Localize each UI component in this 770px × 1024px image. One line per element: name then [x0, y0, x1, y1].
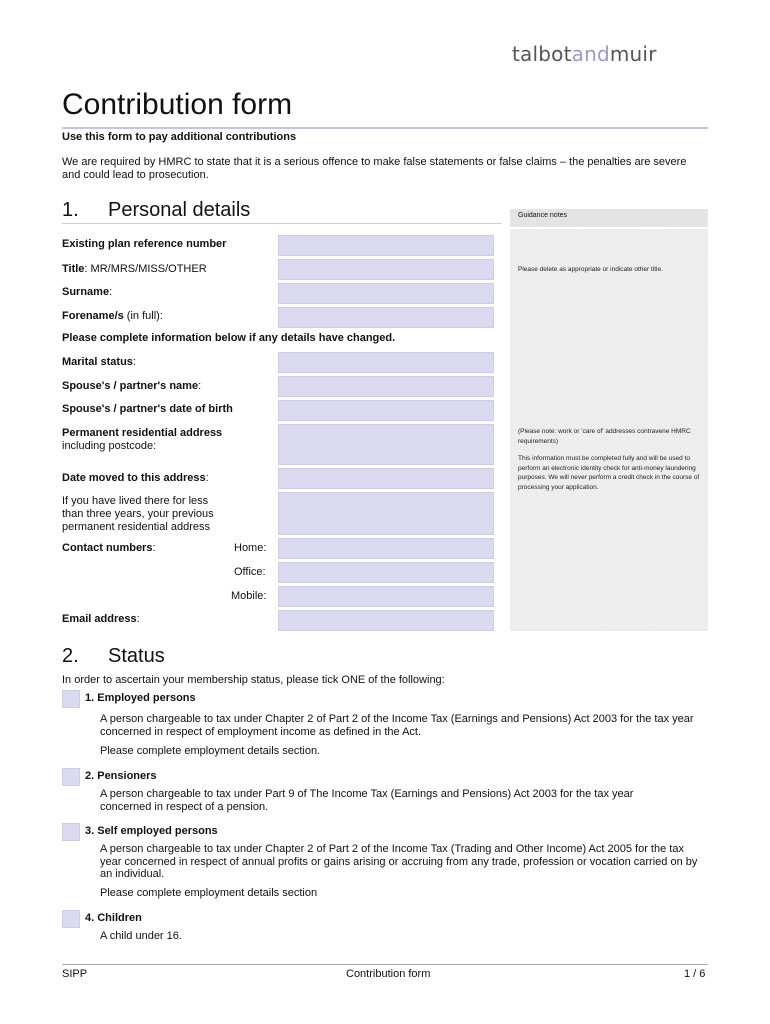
- title-label: Title: MR/MRS/MISS/OTHER: [62, 263, 207, 275]
- email-label: Email address:: [62, 613, 140, 625]
- title-divider: [62, 127, 708, 129]
- guidance-address-note: (Please note: work or 'care of' addresses contravene HMRC requirements): [518, 428, 691, 445]
- date-moved-input[interactable]: [278, 468, 494, 489]
- date-moved-label: Date moved to this address:: [62, 472, 209, 484]
- status-option-note: Please complete employment details section: [100, 887, 318, 899]
- status-option-text: A child under 16.: [100, 930, 182, 942]
- status-checkbox-children[interactable]: [62, 910, 80, 928]
- page-number: 1 / 6: [684, 968, 706, 980]
- footer-center: Contribution form: [346, 968, 431, 980]
- status-option-label: 1. Employed persons: [85, 692, 196, 704]
- status-option-text: A person chargeable to tax under Part 9 of The Income Tax (Earnings and Pensions) Act 2003 for the tax year concerned in respect of a pension.: [100, 788, 634, 813]
- previous-address-input[interactable]: [278, 492, 494, 535]
- section2-heading: [62, 645, 165, 668]
- section1-heading: [62, 199, 250, 222]
- intro-text: We are required by HMRC to state that it is a serious offence to make false statements or false claims – the penalties are severe and could lead to prosecution.: [62, 156, 687, 181]
- plan-reference-input[interactable]: [278, 235, 494, 256]
- status-option-label: 4. Children: [85, 912, 142, 924]
- company-logo: talbotandmuir: [512, 42, 657, 66]
- section2-title: Status: [108, 645, 165, 667]
- status-checkbox-employed[interactable]: [62, 690, 80, 708]
- forenames-input[interactable]: [278, 307, 494, 328]
- mobile-phone-label: Mobile:: [231, 590, 267, 602]
- status-intro: In order to ascertain your membership status, please tick ONE of the following:: [62, 674, 445, 686]
- status-checkbox-self-employed[interactable]: [62, 823, 80, 841]
- title-input[interactable]: [278, 259, 494, 280]
- contact-numbers-label: Contact numbers:: [62, 542, 156, 554]
- partner-dob-label: Spouse's / partner's date of birth: [62, 403, 233, 415]
- office-phone-label: Office:: [234, 566, 266, 578]
- status-option-label: 3. Self employed persons: [85, 825, 218, 837]
- section1-number: 1.: [62, 199, 79, 221]
- section1-divider: [62, 223, 502, 224]
- page-title: Contribution form: [62, 88, 293, 121]
- partner-name-label: Spouse's / partner's name:: [62, 380, 202, 392]
- guidance-title-note: Please delete as appropriate or indicate other title.: [518, 266, 663, 273]
- status-option-label: 2. Pensioners: [85, 770, 157, 782]
- partner-dob-input[interactable]: [278, 400, 494, 421]
- footer-divider: [62, 964, 708, 965]
- home-phone-label: Home:: [234, 542, 267, 554]
- footer-left: SIPP: [62, 968, 88, 980]
- guidance-aml-note: This information must be completed fully and will be used to perform an electronic identity check for anti-money laundering purposes. We will never perform a credit check in the course of processing your application.: [518, 455, 700, 491]
- guidance-notes-header: Guidance notes: [510, 209, 708, 227]
- address-label: Permanent residential address including postcode:: [62, 427, 223, 452]
- marital-status-input[interactable]: [278, 352, 494, 373]
- status-option-note: Please complete employment details section.: [100, 745, 321, 757]
- marital-status-label: Marital status:: [62, 356, 136, 368]
- email-input[interactable]: [278, 610, 494, 631]
- surname-input[interactable]: [278, 283, 494, 304]
- partner-name-input[interactable]: [278, 376, 494, 397]
- section2-number: 2.: [62, 645, 79, 667]
- mobile-phone-input[interactable]: [278, 586, 494, 607]
- office-phone-input[interactable]: [278, 562, 494, 583]
- forenames-label: Forename/s (in full):: [62, 310, 163, 322]
- home-phone-input[interactable]: [278, 538, 494, 559]
- status-checkbox-pensioners[interactable]: [62, 768, 80, 786]
- address-input[interactable]: [278, 424, 494, 465]
- plan-reference-label: Existing plan reference number: [62, 238, 227, 250]
- status-option-text: A person chargeable to tax under Chapter 2 of Part 2 of the Income Tax (Earnings and Pensions) Act 2003 for the tax year concerned in respect of employment income as defined in the Act.: [100, 713, 694, 738]
- surname-label: Surname:: [62, 286, 113, 298]
- page-subtitle: Use this form to pay additional contributions: [62, 131, 297, 143]
- changed-details-note: Please complete information below if any details have changed.: [62, 332, 396, 344]
- previous-address-label: If you have lived there for less than three years, your previous permanent residential address: [62, 495, 214, 533]
- status-option-text: A person chargeable to tax under Chapter 2 of Part 2 of the Income Tax (Trading and Other Income) Act 2005 for the tax year concerned in respect of annual profits or gains arising or accruing from any trade, profession or vocation carried on by an individual.: [100, 843, 698, 880]
- section1-title: Personal details: [108, 199, 251, 221]
